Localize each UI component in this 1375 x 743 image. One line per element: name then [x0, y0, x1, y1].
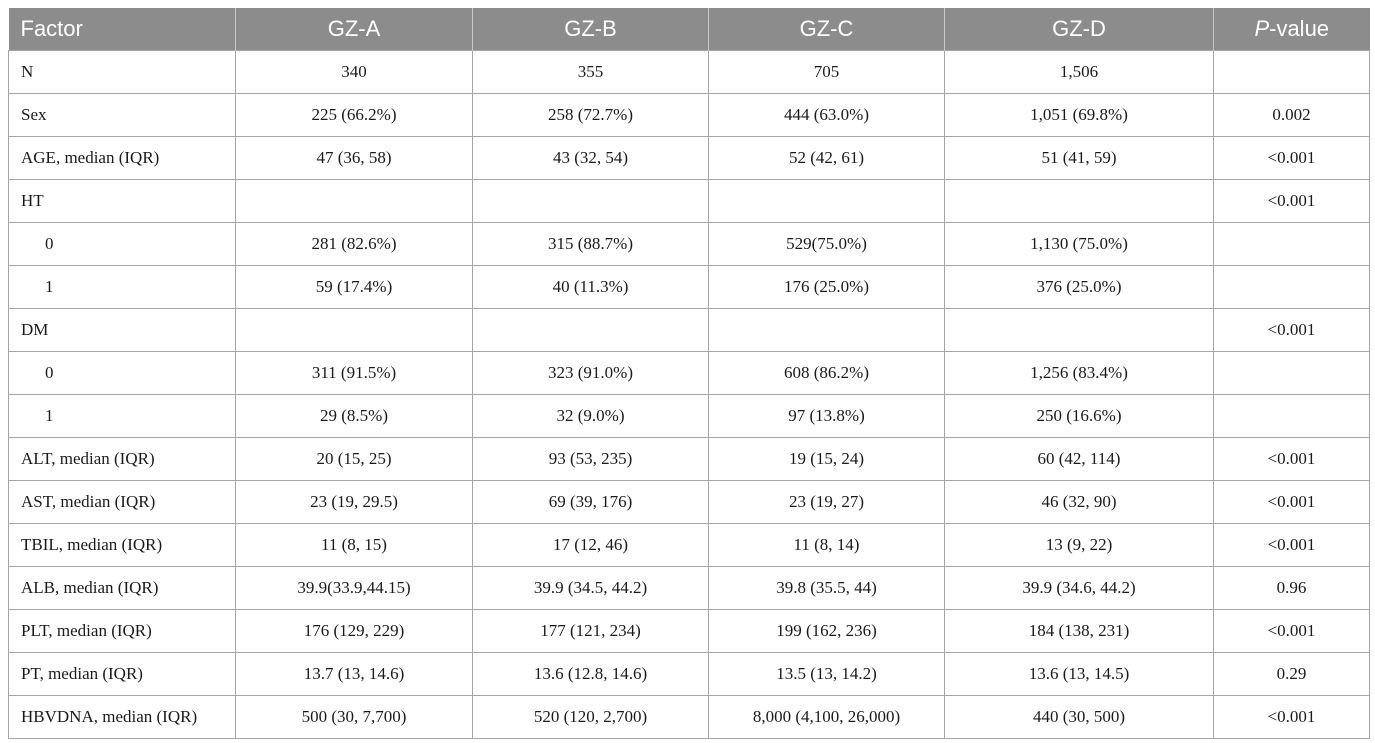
factor-cell: 0 — [9, 352, 236, 395]
gz-b-cell: 323 (91.0%) — [473, 352, 709, 395]
p-value-cell — [1214, 395, 1370, 438]
header-p-value-italic: P — [1254, 16, 1270, 41]
gz-a-cell: 47 (36, 58) — [236, 137, 473, 180]
gz-c-cell: 52 (42, 61) — [709, 137, 945, 180]
header-row — [9, 8, 1370, 51]
table-row — [9, 352, 1370, 395]
p-value-cell: 0.29 — [1214, 653, 1370, 696]
gz-d-cell: 39.9 (34.6, 44.2) — [945, 567, 1214, 610]
gz-c-cell: 19 (15, 24) — [709, 438, 945, 481]
gz-a-cell: 39.9(33.9,44.15) — [236, 567, 473, 610]
table-row — [9, 51, 1370, 94]
gz-c-cell — [709, 180, 945, 223]
factor-cell: Sex — [9, 94, 236, 137]
gz-c-cell: 39.8 (35.5, 44) — [709, 567, 945, 610]
factor-cell: TBIL, median (IQR) — [9, 524, 236, 567]
gz-d-cell: 1,051 (69.8%) — [945, 94, 1214, 137]
gz-b-cell: 177 (121, 234) — [473, 610, 709, 653]
factor-cell: 1 — [9, 266, 236, 309]
table-row — [9, 395, 1370, 438]
gz-b-cell — [473, 309, 709, 352]
p-value-cell: <0.001 — [1214, 137, 1370, 180]
gz-b-cell: 520 (120, 2,700) — [473, 696, 709, 739]
p-value-cell: <0.001 — [1214, 438, 1370, 481]
gz-c-cell: 176 (25.0%) — [709, 266, 945, 309]
p-value-cell: 0.002 — [1214, 94, 1370, 137]
gz-d-cell: 250 (16.6%) — [945, 395, 1214, 438]
table-row — [9, 481, 1370, 524]
factor-cell: ALT, median (IQR) — [9, 438, 236, 481]
gz-a-cell: 176 (129, 229) — [236, 610, 473, 653]
table-row — [9, 137, 1370, 180]
table-row — [9, 524, 1370, 567]
table-row — [9, 94, 1370, 137]
p-value-cell: <0.001 — [1214, 309, 1370, 352]
gz-a-cell: 23 (19, 29.5) — [236, 481, 473, 524]
gz-a-cell: 500 (30, 7,700) — [236, 696, 473, 739]
gz-b-cell — [473, 180, 709, 223]
factor-cell: HBVDNA, median (IQR) — [9, 696, 236, 739]
table-row — [9, 653, 1370, 696]
gz-a-cell — [236, 309, 473, 352]
gz-a-cell: 59 (17.4%) — [236, 266, 473, 309]
gz-d-cell — [945, 309, 1214, 352]
gz-d-cell: 13.6 (13, 14.5) — [945, 653, 1214, 696]
gz-b-cell: 93 (53, 235) — [473, 438, 709, 481]
gz-b-cell: 39.9 (34.5, 44.2) — [473, 567, 709, 610]
factor-cell: ALB, median (IQR) — [9, 567, 236, 610]
table-body — [9, 51, 1370, 739]
table-row — [9, 696, 1370, 739]
gz-c-cell: 529(75.0%) — [709, 223, 945, 266]
factor-cell: HT — [9, 180, 236, 223]
factor-cell: 0 — [9, 223, 236, 266]
gz-c-cell: 97 (13.8%) — [709, 395, 945, 438]
header-gz-c: GZ-C — [709, 8, 945, 51]
factor-cell: DM — [9, 309, 236, 352]
gz-c-cell — [709, 309, 945, 352]
p-value-cell — [1214, 223, 1370, 266]
gz-c-cell: 23 (19, 27) — [709, 481, 945, 524]
header-gz-b: GZ-B — [473, 8, 709, 51]
factor-cell: PT, median (IQR) — [9, 653, 236, 696]
table-row — [9, 610, 1370, 653]
gz-a-cell — [236, 180, 473, 223]
p-value-cell: <0.001 — [1214, 180, 1370, 223]
p-value-cell: <0.001 — [1214, 524, 1370, 567]
gz-c-cell: 444 (63.0%) — [709, 94, 945, 137]
p-value-cell: <0.001 — [1214, 696, 1370, 739]
gz-c-cell: 608 (86.2%) — [709, 352, 945, 395]
gz-a-cell: 11 (8, 15) — [236, 524, 473, 567]
p-value-cell — [1214, 352, 1370, 395]
header-gz-a: GZ-A — [236, 8, 473, 51]
p-value-cell: 0.96 — [1214, 567, 1370, 610]
gz-d-cell: 376 (25.0%) — [945, 266, 1214, 309]
p-value-cell: <0.001 — [1214, 481, 1370, 524]
gz-b-cell: 355 — [473, 51, 709, 94]
gz-c-cell: 13.5 (13, 14.2) — [709, 653, 945, 696]
gz-d-cell: 440 (30, 500) — [945, 696, 1214, 739]
gz-b-cell: 258 (72.7%) — [473, 94, 709, 137]
gz-d-cell: 46 (32, 90) — [945, 481, 1214, 524]
factor-cell: 1 — [9, 395, 236, 438]
gz-a-cell: 340 — [236, 51, 473, 94]
gz-a-cell: 29 (8.5%) — [236, 395, 473, 438]
gz-b-cell: 43 (32, 54) — [473, 137, 709, 180]
table-row — [9, 180, 1370, 223]
gz-c-cell: 11 (8, 14) — [709, 524, 945, 567]
header-p-value — [1214, 8, 1370, 51]
gz-d-cell: 184 (138, 231) — [945, 610, 1214, 653]
gz-b-cell: 17 (12, 46) — [473, 524, 709, 567]
header-p-value-rest: -value — [1269, 16, 1330, 41]
p-value-cell: <0.001 — [1214, 610, 1370, 653]
gz-d-cell: 51 (41, 59) — [945, 137, 1214, 180]
table-row — [9, 223, 1370, 266]
p-value-cell — [1214, 266, 1370, 309]
gz-a-cell: 225 (66.2%) — [236, 94, 473, 137]
gz-b-cell: 315 (88.7%) — [473, 223, 709, 266]
gz-b-cell: 13.6 (12.8, 14.6) — [473, 653, 709, 696]
table-row — [9, 266, 1370, 309]
table-header — [9, 8, 1370, 51]
gz-b-cell: 40 (11.3%) — [473, 266, 709, 309]
factor-cell: N — [9, 51, 236, 94]
data-table — [8, 8, 1370, 739]
gz-c-cell: 199 (162, 236) — [709, 610, 945, 653]
table-row — [9, 567, 1370, 610]
gz-b-cell: 32 (9.0%) — [473, 395, 709, 438]
header-factor: Factor — [9, 8, 236, 51]
gz-d-cell: 1,506 — [945, 51, 1214, 94]
gz-c-cell: 705 — [709, 51, 945, 94]
gz-c-cell: 8,000 (4,100, 26,000) — [709, 696, 945, 739]
gz-a-cell: 20 (15, 25) — [236, 438, 473, 481]
p-value-cell — [1214, 51, 1370, 94]
gz-b-cell: 69 (39, 176) — [473, 481, 709, 524]
gz-d-cell: 13 (9, 22) — [945, 524, 1214, 567]
gz-d-cell: 1,130 (75.0%) — [945, 223, 1214, 266]
gz-d-cell: 60 (42, 114) — [945, 438, 1214, 481]
gz-a-cell: 13.7 (13, 14.6) — [236, 653, 473, 696]
gz-d-cell — [945, 180, 1214, 223]
table-row — [9, 309, 1370, 352]
factor-cell: PLT, median (IQR) — [9, 610, 236, 653]
header-gz-d: GZ-D — [945, 8, 1214, 51]
gz-a-cell: 281 (82.6%) — [236, 223, 473, 266]
gz-a-cell: 311 (91.5%) — [236, 352, 473, 395]
table-row — [9, 438, 1370, 481]
factor-cell: AST, median (IQR) — [9, 481, 236, 524]
gz-d-cell: 1,256 (83.4%) — [945, 352, 1214, 395]
factor-cell: AGE, median (IQR) — [9, 137, 236, 180]
